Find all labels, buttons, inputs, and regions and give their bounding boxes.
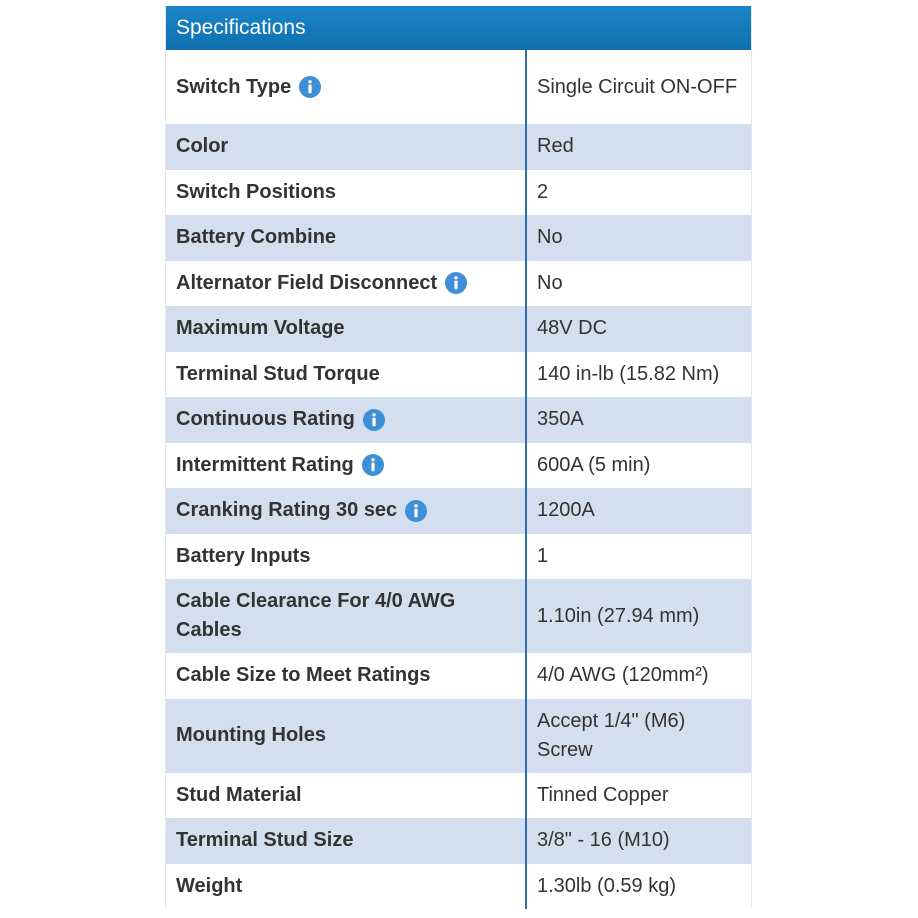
row-label: Intermittent Rating: [176, 453, 354, 476]
table-row: [166, 170, 751, 216]
row-value: 48V DC: [537, 317, 608, 340]
row-label: Cranking Rating 30 sec: [176, 499, 398, 522]
value-cell: [527, 699, 751, 773]
row-value: Single Circuit ON-OFF: [537, 75, 738, 98]
table-row: [166, 215, 751, 261]
row-value: No: [537, 226, 563, 249]
row-value: 1: [537, 544, 549, 567]
info-icon[interactable]: [404, 499, 428, 523]
label-cell: [166, 443, 527, 489]
value-cell: [527, 397, 751, 443]
table-row: [166, 261, 751, 307]
table-row: [166, 579, 751, 653]
label-cell: [166, 653, 527, 699]
label-cell: [166, 534, 527, 580]
table-row: [166, 534, 751, 580]
label-cell: [166, 699, 527, 773]
row-value: 1.10in (27.94 mm): [537, 604, 700, 627]
label-cell: [166, 124, 527, 170]
value-cell: [527, 443, 751, 489]
info-icon[interactable]: [362, 408, 386, 432]
info-icon[interactable]: [361, 453, 385, 477]
table-row: [166, 124, 751, 170]
row-label: Color: [176, 135, 229, 158]
value-cell: [527, 352, 751, 398]
value-cell: [527, 50, 751, 124]
row-label: Alternator Field Disconnect: [176, 271, 438, 294]
row-label: Terminal Stud Torque: [176, 362, 380, 385]
row-value: No: [537, 271, 563, 294]
row-value: 4/0 AWG (120mm²): [537, 664, 709, 687]
row-value: 1200A: [537, 499, 595, 522]
table-row: [166, 443, 751, 489]
specifications-table: [165, 6, 752, 909]
label-cell: [166, 352, 527, 398]
value-cell: [527, 773, 751, 819]
label-cell: [166, 215, 527, 261]
label-cell: [166, 261, 527, 307]
value-cell: [527, 534, 751, 580]
row-value: 2: [537, 180, 549, 203]
label-cell: [166, 488, 527, 534]
info-icon[interactable]: [298, 75, 322, 99]
info-icon[interactable]: [444, 271, 468, 295]
table-row: [166, 488, 751, 534]
table-row: [166, 773, 751, 819]
label-cell: [166, 864, 527, 910]
row-value: 3/8" - 16 (M10): [537, 829, 670, 852]
value-cell: [527, 261, 751, 307]
label-cell: [166, 170, 527, 216]
table-row: [166, 864, 751, 910]
value-cell: [527, 306, 751, 352]
table-row: [166, 818, 751, 864]
table-row: [166, 306, 751, 352]
row-value: Red: [537, 135, 574, 158]
label-cell: [166, 397, 527, 443]
value-cell: [527, 488, 751, 534]
table-row: [166, 50, 751, 124]
row-value: 600A (5 min): [537, 453, 651, 476]
label-cell: [166, 773, 527, 819]
row-label: Battery Combine: [176, 226, 337, 249]
table-row: [166, 397, 751, 443]
value-cell: [527, 215, 751, 261]
value-cell: [527, 170, 751, 216]
label-cell: [166, 306, 527, 352]
value-cell: [527, 124, 751, 170]
value-cell: [527, 864, 751, 910]
row-value: Accept 1/4" (M6) Screw: [537, 709, 686, 761]
row-label: Mounting Holes: [176, 724, 326, 746]
row-value: Tinned Copper: [537, 783, 669, 806]
value-cell: [527, 818, 751, 864]
value-cell: [527, 579, 751, 653]
row-label: Cable Clearance For 4/0 AWG Cables: [176, 590, 456, 641]
table-row: [166, 653, 751, 699]
value-cell: [527, 653, 751, 699]
row-label: Continuous Rating: [176, 408, 355, 431]
row-label: Maximum Voltage: [176, 317, 345, 340]
label-cell: [166, 50, 527, 124]
row-value: 1.30lb (0.59 kg): [537, 874, 676, 897]
row-value: 140 in-lb (15.82 Nm): [537, 362, 720, 385]
table-row: [166, 699, 751, 773]
row-label: Switch Positions: [176, 180, 337, 203]
row-label: Cable Size to Meet Ratings: [176, 664, 431, 687]
row-label: Battery Inputs: [176, 544, 311, 567]
row-label: Switch Type: [176, 75, 292, 98]
row-label: Stud Material: [176, 783, 302, 806]
row-label: Weight: [176, 874, 243, 897]
label-cell: [166, 579, 527, 653]
specifications-header: Specifications: [166, 6, 751, 50]
label-cell: [166, 818, 527, 864]
row-value: 350A: [537, 408, 584, 431]
row-label: Terminal Stud Size: [176, 829, 354, 852]
table-row: [166, 352, 751, 398]
